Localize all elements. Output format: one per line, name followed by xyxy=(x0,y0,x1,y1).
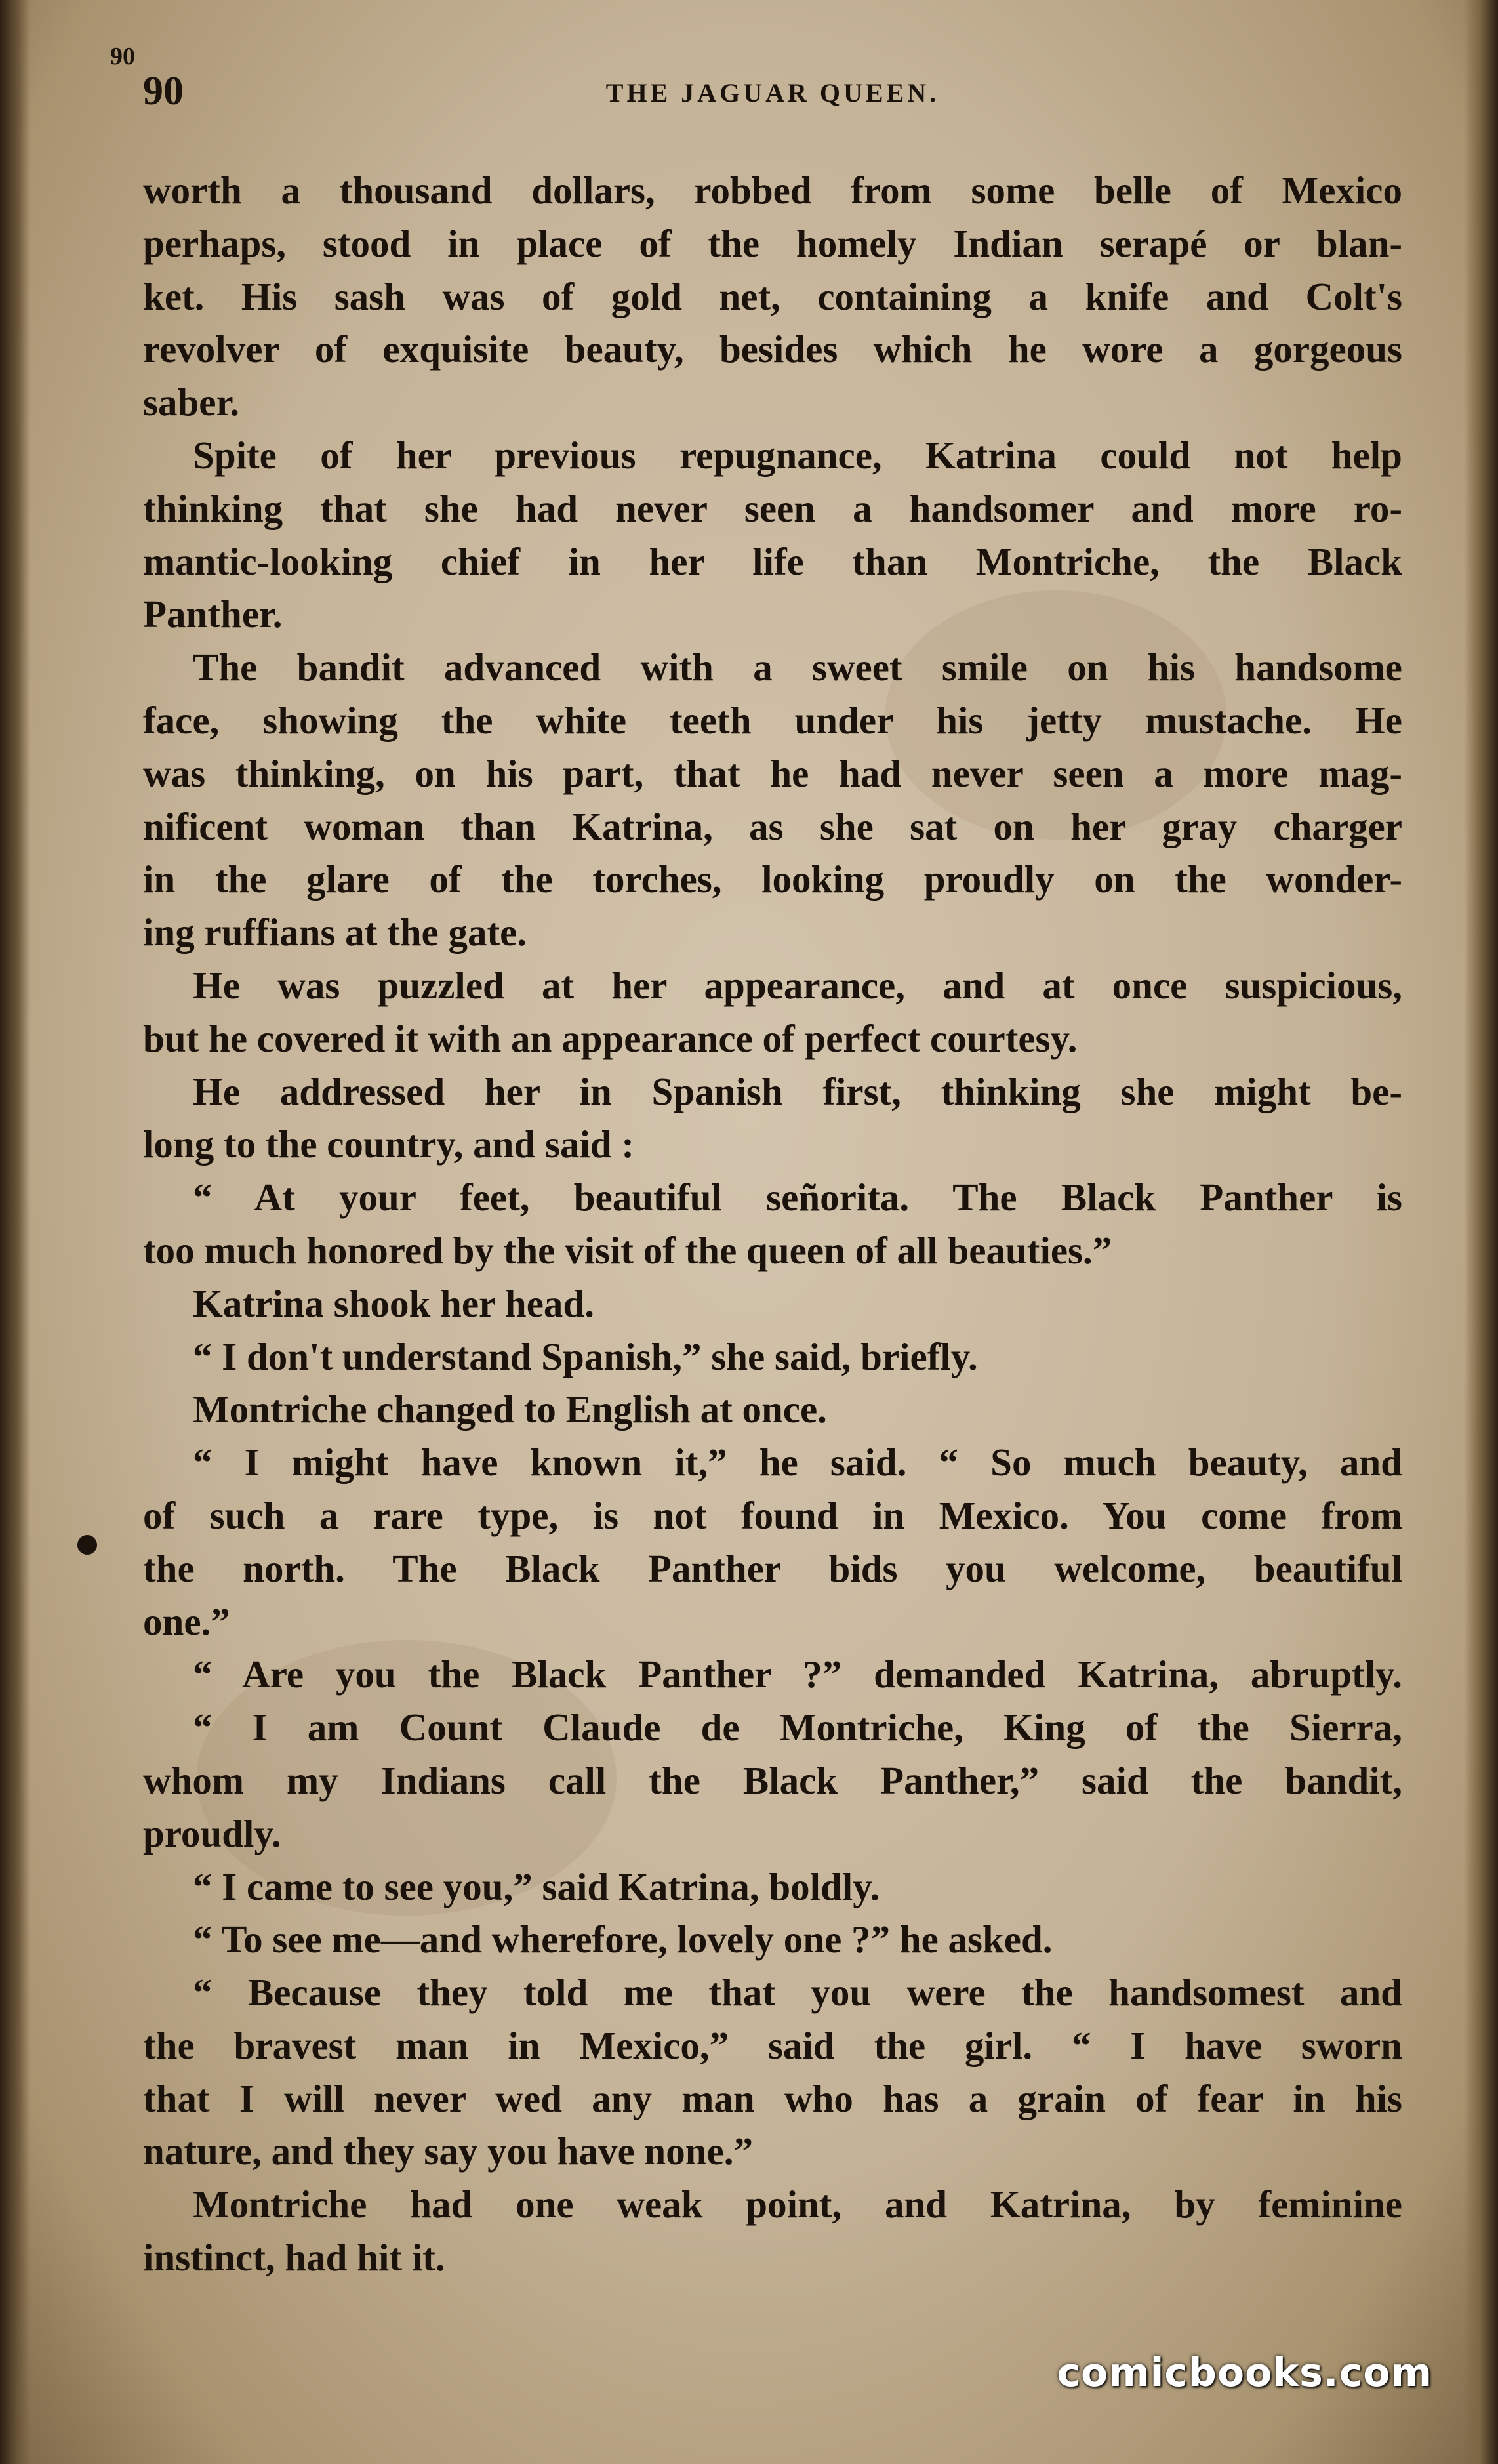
text-line: in the glare of the torches, looking proudly on the wonder- xyxy=(143,857,1402,901)
text-line: He addressed her in Spanish first, thinking she might be- xyxy=(193,1069,1402,1113)
text-line: “ I am Count Claude de Montriche, King of the Sierra, xyxy=(193,1706,1402,1750)
text-line: “ At your feet, beautiful señorita. The Black Panther is xyxy=(193,1176,1402,1220)
text-line: was thinking, on his part, that he had never seen a more mag- xyxy=(143,751,1402,795)
text-line: saber. xyxy=(143,380,239,424)
ink-blot xyxy=(77,1535,97,1555)
text-line: Katrina shook her head. xyxy=(193,1281,594,1325)
text-line: ket. His sash was of gold net, containing a knife and Colt's xyxy=(143,274,1402,318)
text-line: “ Are you the Black Panther ?” demanded Katrina, abruptly. xyxy=(193,1653,1402,1696)
text-line: perhaps, stood in place of the homely Indian serapé or blan- xyxy=(143,221,1402,265)
text-line: “ To see me—and wherefore, lovely one ?” he asked. xyxy=(193,1918,1053,1961)
text-line: “ I don't understand Spanish,” she said, briefly. xyxy=(193,1334,978,1378)
text-line: face, showing the white teeth under his jetty mustache. He xyxy=(143,698,1402,742)
text-line: the north. The Black Panther bids you welcome, beautiful xyxy=(143,1546,1402,1590)
text-line: mantic-looking chief in her life than Montriche, the Black xyxy=(143,539,1402,583)
page-header xyxy=(143,68,1402,114)
text-line: of such a rare type, is not found in Mexico. You come from xyxy=(143,1493,1402,1537)
text-line: Montriche changed to English at once. xyxy=(193,1387,827,1431)
body-text xyxy=(143,164,1402,2284)
text-line: ing ruffians at the gate. xyxy=(143,911,527,955)
text-line: too much honored by the visit of the queen of all beauties.” xyxy=(143,1228,1112,1272)
text-line: instinct, had hit it. xyxy=(143,2236,445,2280)
text-line: “ I came to see you,” said Katrina, boldly. xyxy=(193,1864,880,1908)
text-line: Spite of her previous repugnance, Katrina could not help xyxy=(193,433,1402,477)
margin-scribble: 90 xyxy=(110,43,135,70)
watermark: comicbooks.com xyxy=(1057,2350,1432,2396)
text-line: one.” xyxy=(143,1599,230,1643)
text-line: “ I might have known it,” he said. “ So much beauty, and xyxy=(193,1441,1402,1485)
page-edge-right xyxy=(1464,0,1498,2464)
text-line: but he covered it with an appearance of perfect courtesy. xyxy=(143,1016,1078,1060)
text-line: He was puzzled at her appearance, and at once suspicious, xyxy=(193,963,1402,1007)
text-line: long to the country, and said : xyxy=(143,1122,635,1166)
page-number: 90 xyxy=(143,69,184,113)
text-line: proudly. xyxy=(143,1811,281,1855)
text-line: revolver of exquisite beauty, besides which he wore a gorgeous xyxy=(143,327,1402,371)
text-line: “ Because they told me that you were the handsomest and xyxy=(193,1971,1402,2015)
text-line: worth a thousand dollars, robbed from some belle of Mexico xyxy=(143,169,1402,212)
text-line: that I will never wed any man who has a grain of fear in his xyxy=(143,2076,1402,2120)
text-line: Panther. xyxy=(143,592,283,636)
text-line: whom my Indians call the Black Panther,” said the bandit, xyxy=(143,1758,1402,1802)
text-line: nature, and they say you have none.” xyxy=(143,2129,753,2173)
text-line: Montriche had one weak point, and Katrina, by feminine xyxy=(193,2183,1402,2227)
text-line: The bandit advanced with a sweet smile on his handsome xyxy=(193,646,1402,689)
page-edge-left xyxy=(0,0,30,2464)
text-line: the bravest man in Mexico,” said the girl. “ I have sworn xyxy=(143,2023,1402,2067)
text-line: thinking that she had never seen a handsomer and more ro- xyxy=(143,486,1402,530)
text-line: nificent woman than Katrina, as she sat on her gray charger xyxy=(143,804,1402,848)
running-head: THE JAGUAR QUEEN. xyxy=(605,78,940,108)
